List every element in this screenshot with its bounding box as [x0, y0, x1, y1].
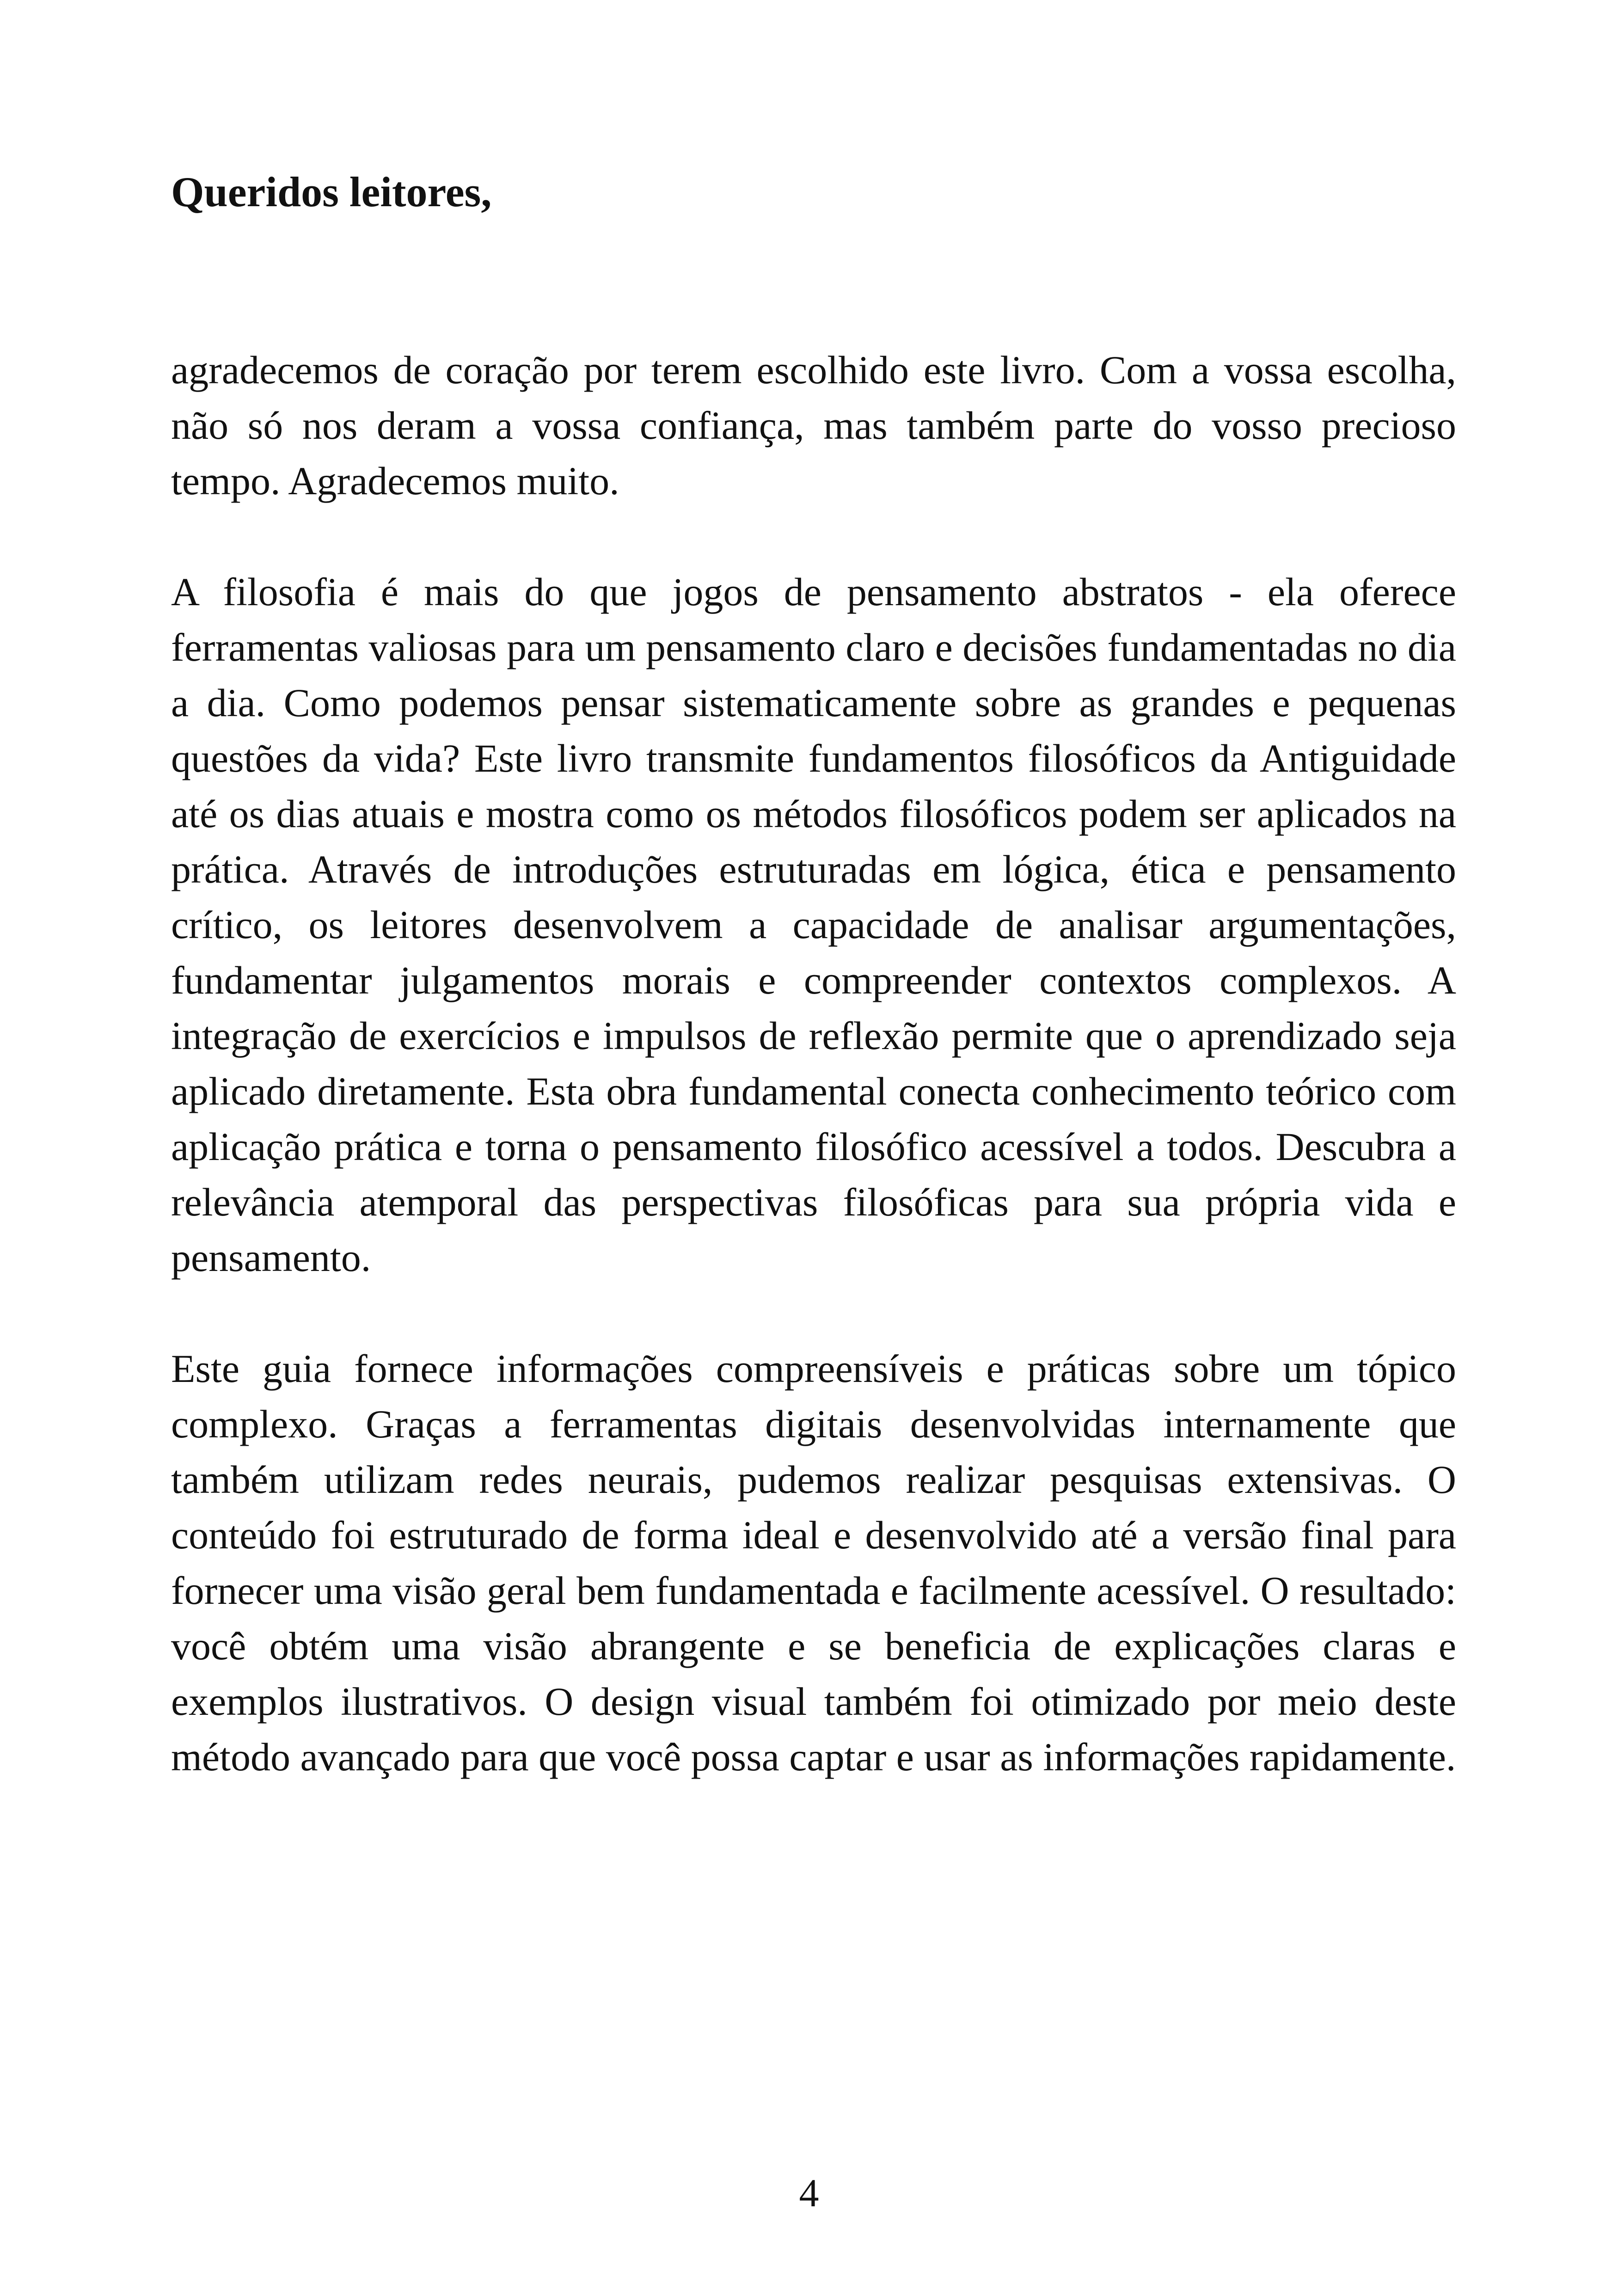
- paragraph-thanks: agradecemos de coração por terem escolhido este livro. Com a vossa escolha, não só nos deram a vossa confiança, mas também parte do vosso precioso tempo. Agradecemos muito.: [171, 348, 1456, 503]
- body-text: [171, 342, 1456, 1785]
- page-number: 4: [799, 2171, 819, 2215]
- greeting-heading: Queridos leitores,: [171, 168, 492, 215]
- paragraph-guide: Este guia fornece informações compreensíveis e práticas sobre um tópico complexo. Graças a ferramentas digitais desenvolvidas internamente que também utilizam redes neurais, pudemos realizar pesquisas extensivas. O conteúdo foi estruturado de forma ideal e desenvolvido até a versão final para fornecer uma visão geral bem fundamentada e facilmente acessível. O resultado: você obtém uma visão abrangente e se beneficia de explicações claras e exemplos ilustrativos. O design visual também foi otimizado por meio deste método avançado para que você possa captar e usar as informações rapidamente.: [171, 1346, 1456, 1779]
- paragraph-philosophy: A filosofia é mais do que jogos de pensamento abstratos - ela oferece ferramentas valiosas para um pensamento claro e decisões fundamentadas no dia a dia. Como podemos pensar sistematicamente sobre as grandes e pequenas questões da vida? Este livro transmite fundamentos filosóficos da Antiguidade até os dias atuais e mostra como os métodos filosóficos podem ser aplicados na prática. Através de introduções estruturadas em lógica, ética e pensamento crítico, os leitores desenvolvem a capacidade de analisar argumentações, fundamentar julgamentos morais e compreender contextos complexos. A integração de exercícios e impulsos de reflexão permite que o aprendizado seja aplicado diretamente. Esta obra fundamental conecta conhecimento teórico com aplicação prática e torna o pensamento filosófico acessível a todos. Descubra a relevância atemporal das perspectivas filosóficas para sua própria vida e pensamento.: [171, 570, 1456, 1280]
